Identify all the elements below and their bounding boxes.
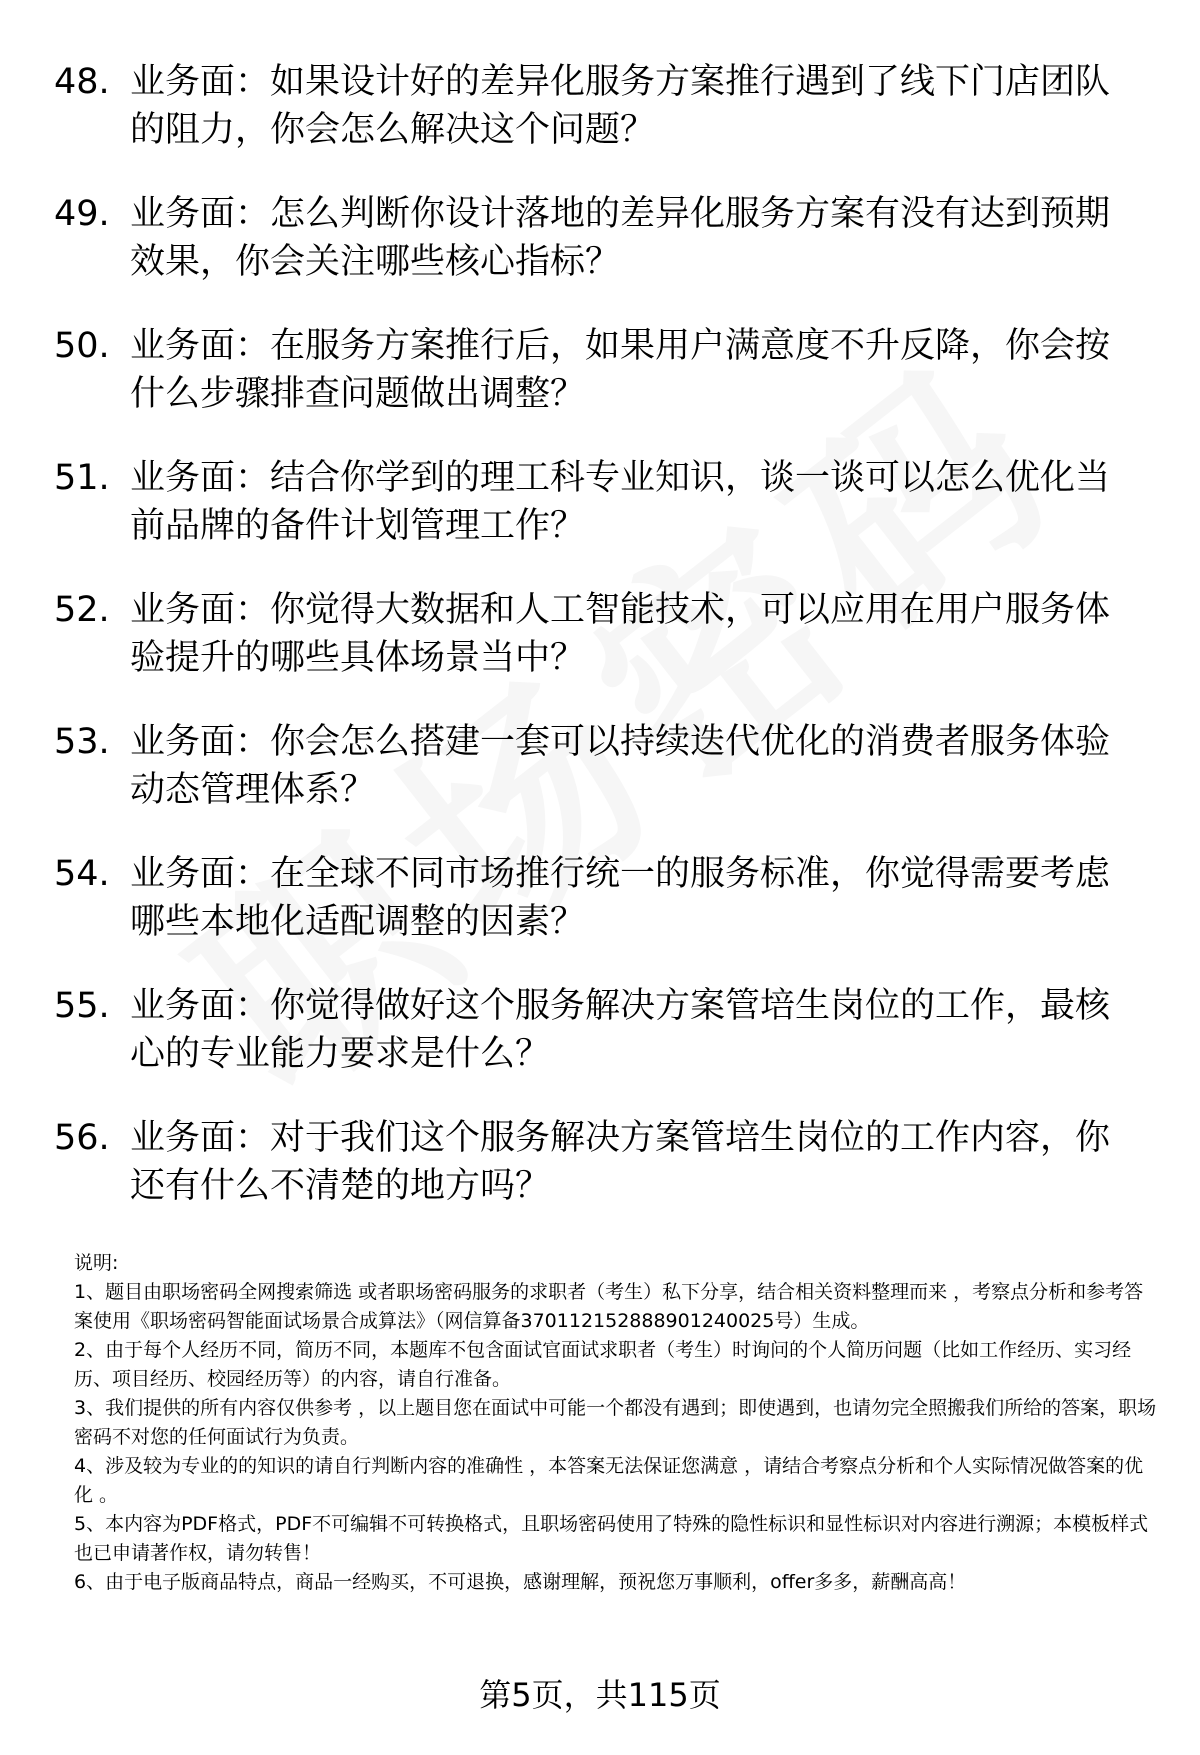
notes-heading: 说明: xyxy=(74,1252,119,1274)
note-item: 4、涉及较为专业的的知识的请自行判断内容的准确性 ，本答案无法保证您满意 ，请结合考察点分析和个人实际情况做答案的优化 。 xyxy=(74,1455,1144,1506)
question-text: 业务面：如果设计好的差异化服务方案推行遇到了线下门店团队的阻力，你会怎么解决这个问题？ xyxy=(130,62,1111,150)
notes-section xyxy=(74,1249,1162,1597)
question-text: 业务面：怎么判断你设计落地的差异化服务方案有没有达到预期效果，你会关注哪些核心指标？ xyxy=(130,194,1111,282)
question-item xyxy=(0,718,1200,850)
question-item xyxy=(0,850,1200,982)
note-item: 2、由于每个人经历不同，简历不同，本题库不包含面试官面试求职者（考生）时询问的个人简历问题（比如工作经历、实习经历、项目经历、校园经历等）的内容，请自行准备。 xyxy=(74,1339,1132,1390)
question-text: 业务面：结合你学到的理工科专业知识，谈一谈可以怎么优化当前品牌的备件计划管理工作？ xyxy=(130,458,1111,546)
question-text: 业务面：你觉得做好这个服务解决方案管培生岗位的工作，最核心的专业能力要求是什么？ xyxy=(130,986,1111,1074)
note-item: 6、由于电子版商品特点，商品一经购买，不可退换，感谢理解，预祝您万事顺利，offer多多，薪酬高高！ xyxy=(74,1571,967,1593)
question-number: 56. xyxy=(54,1118,110,1158)
question-number: 52. xyxy=(54,590,110,630)
question-item xyxy=(0,586,1200,718)
question-number: 48. xyxy=(54,62,110,102)
question-number: 50. xyxy=(54,326,110,366)
question-number: 55. xyxy=(54,986,110,1026)
question-text: 业务面：对于我们这个服务解决方案管培生岗位的工作内容，你还有什么不清楚的地方吗？ xyxy=(130,1118,1111,1206)
question-number: 54. xyxy=(54,854,110,894)
question-text: 业务面：在全球不同市场推行统一的服务标准，你觉得需要考虑哪些本地化适配调整的因素？ xyxy=(130,854,1111,942)
question-text: 业务面：在服务方案推行后，如果用户满意度不升反降，你会按什么步骤排查问题做出调整？ xyxy=(130,326,1111,414)
question-text: 业务面：你觉得大数据和人工智能技术，可以应用在用户服务体验提升的哪些具体场景当中？ xyxy=(130,590,1111,678)
note-item: 3、我们提供的所有内容仅供参考 ，以上题目您在面试中可能一个都没有遇到；即使遇到，也请勿完全照搬我们所给的答案，职场密码不对您的任何面试行为负责。 xyxy=(74,1397,1157,1448)
note-item: 5、本内容为PDF格式，PDF不可编辑不可转换格式，且职场密码使用了特殊的隐性标识和显性标识对内容进行溯源；本模板样式也已申请著作权，请勿转售！ xyxy=(74,1513,1149,1564)
page-number: 第5页，共115页 xyxy=(479,1676,721,1714)
question-number: 49. xyxy=(54,194,110,234)
question-text: 业务面：你会怎么搭建一套可以持续迭代优化的消费者服务体验动态管理体系？ xyxy=(130,722,1111,810)
question-number: 53. xyxy=(54,722,110,762)
question-item xyxy=(0,1114,1200,1246)
question-number: 51. xyxy=(54,458,110,498)
question-item xyxy=(0,454,1200,586)
question-item xyxy=(0,58,1200,190)
question-item xyxy=(0,190,1200,322)
question-list xyxy=(0,58,1200,1246)
question-item xyxy=(0,322,1200,454)
note-item: 1、题目由职场密码全网搜索筛选 或者职场密码服务的求职者（考生）私下分享，结合相关资料整理而来 ，考察点分析和参考答案使用《职场密码智能面试场景合成算法》（网信算备370112152888901240025号）生成。 xyxy=(74,1281,1144,1332)
question-item xyxy=(0,982,1200,1114)
